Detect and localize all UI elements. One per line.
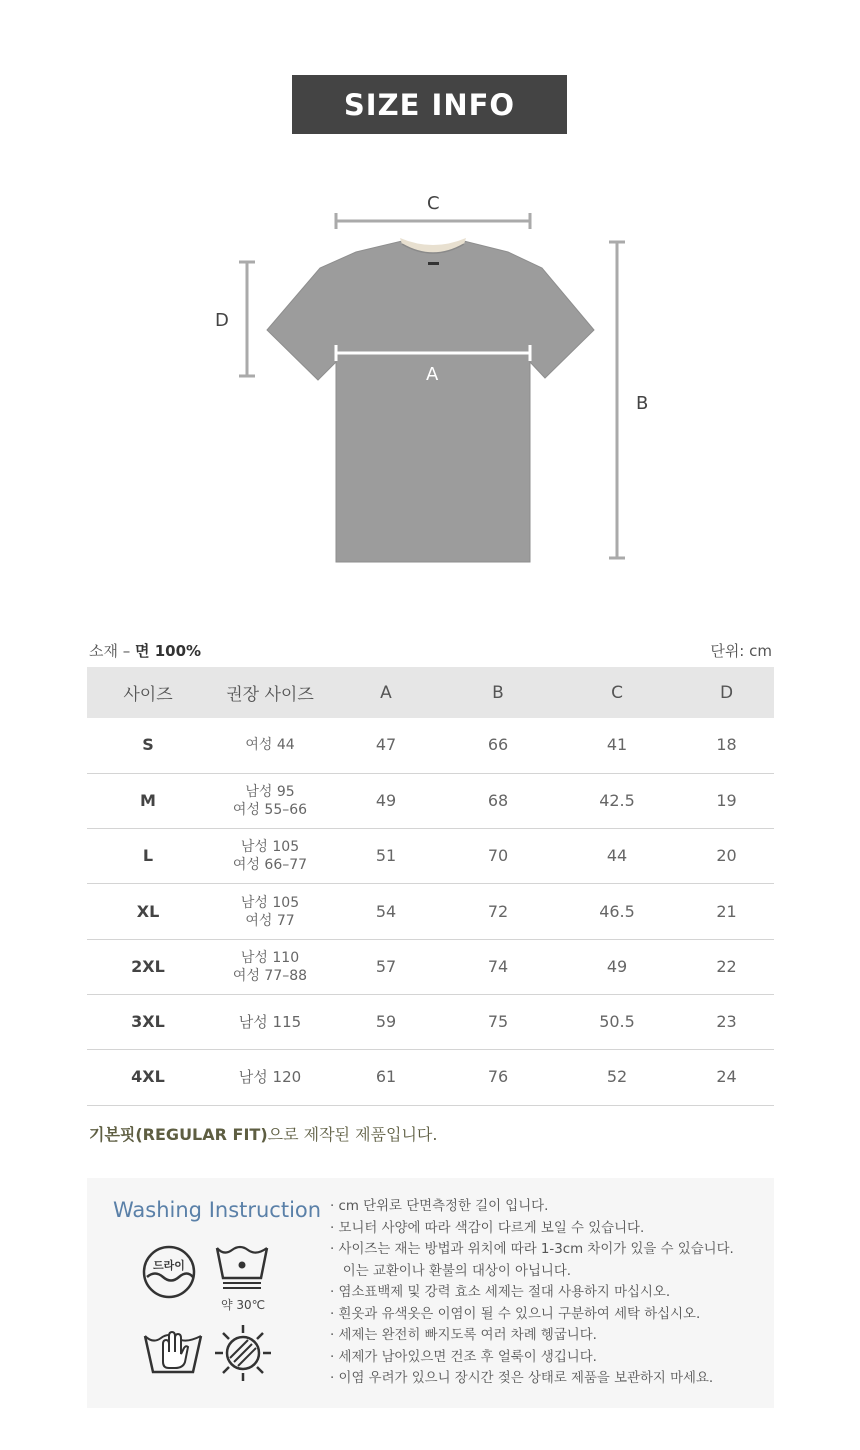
cell-b: 70	[441, 829, 555, 884]
table-header-row	[87, 667, 774, 718]
cell-b: 72	[441, 884, 555, 939]
list-item: · 이염 우려가 있으니 장시간 젖은 상태로 제품을 보관하지 마세요.	[330, 1371, 714, 1386]
label-c: C	[427, 193, 440, 214]
temp-label: 약 30℃	[221, 1298, 266, 1312]
cell-d: 18	[679, 718, 774, 773]
cell-size: 4XL	[87, 1050, 209, 1105]
unit-info: 단위: cm	[710, 642, 772, 660]
cell-d: 20	[679, 829, 774, 884]
cell-d: 21	[679, 884, 774, 939]
cell-c: 49	[555, 939, 679, 994]
washing-notes	[330, 1196, 770, 1390]
washing-title: Washing Instruction	[113, 1198, 322, 1222]
header-d: D	[679, 667, 774, 718]
cell-recommended: 남성 110 여성 77–88	[209, 939, 331, 994]
header-c: C	[555, 667, 679, 718]
cell-a: 59	[331, 994, 441, 1049]
cell-b: 75	[441, 994, 555, 1049]
table-row	[87, 994, 774, 1049]
cell-c: 41	[555, 718, 679, 773]
cell-b: 76	[441, 1050, 555, 1105]
cell-recommended: 남성 120	[209, 1050, 331, 1105]
cell-recommended: 여성 44	[209, 718, 331, 773]
list-item: · 세제는 완전히 빠지도록 여러 차례 헹굽니다.	[330, 1328, 597, 1343]
cell-b: 74	[441, 939, 555, 994]
cell-recommended: 남성 105 여성 66–77	[209, 829, 331, 884]
tshirt-illustration	[0, 0, 860, 600]
list-item: · 염소표백제 및 강력 효소 세제는 절대 사용하지 마십시오.	[330, 1285, 671, 1300]
cell-size: S	[87, 718, 209, 773]
label-b: B	[636, 393, 649, 414]
table-row	[87, 939, 774, 994]
wash-tub-icon	[214, 1244, 270, 1300]
list-item: · cm 단위로 단면측정한 길이 입니다.	[330, 1199, 549, 1214]
cell-d: 23	[679, 994, 774, 1049]
cell-size: L	[87, 829, 209, 884]
cell-a: 49	[331, 773, 441, 828]
cell-d: 22	[679, 939, 774, 994]
table-row	[87, 718, 774, 773]
cell-c: 50.5	[555, 994, 679, 1049]
table-row	[87, 884, 774, 939]
dry-clean-icon	[141, 1244, 199, 1304]
header-b: B	[441, 667, 555, 718]
cell-size: XL	[87, 884, 209, 939]
fit-note-rest: 으로 제작된 제품입니다.	[267, 1125, 438, 1144]
cell-c: 42.5	[555, 773, 679, 828]
cell-recommended: 남성 95 여성 55–66	[209, 773, 331, 828]
page-title: SIZE INFO	[292, 75, 567, 134]
list-item: 이는 교환이나 환불의 대상이 아닙니다.	[330, 1263, 572, 1279]
cell-c: 46.5	[555, 884, 679, 939]
cell-recommended: 남성 105 여성 77	[209, 884, 331, 939]
size-diagram	[0, 0, 860, 600]
cell-a: 47	[331, 718, 441, 773]
list-item: · 흰옷과 유색옷은 이염이 될 수 있으니 구분하여 세탁 하십시오.	[330, 1306, 701, 1322]
header-recommended: 권장 사이즈	[209, 667, 331, 718]
cell-size: M	[87, 773, 209, 828]
cell-a: 54	[331, 884, 441, 939]
list-item: · 사이즈는 재는 방법과 위치에 따라 1-3cm 차이가 있을 수 있습니다.	[330, 1242, 734, 1257]
table-row	[87, 773, 774, 828]
header-size: 사이즈	[87, 667, 209, 718]
cell-recommended: 남성 115	[209, 994, 331, 1049]
label-d: D	[215, 310, 229, 331]
material-prefix: 소재 –	[89, 642, 136, 660]
hand-wash-icon	[143, 1324, 203, 1380]
cell-size: 3XL	[87, 994, 209, 1049]
material-value: 면 100%	[135, 642, 202, 660]
list-item: · 모니터 사양에 따라 색감이 다르게 보일 수 있습니다.	[330, 1220, 645, 1236]
list-item: · 세제가 남아있으면 건조 후 얼룩이 생깁니다.	[330, 1349, 597, 1365]
cell-a: 61	[331, 1050, 441, 1105]
no-sun-dry-icon	[212, 1322, 274, 1388]
cell-b: 68	[441, 773, 555, 828]
table-row	[87, 1050, 774, 1105]
cell-d: 19	[679, 773, 774, 828]
table-row	[87, 829, 774, 884]
header-a: A	[331, 667, 441, 718]
cell-c: 52	[555, 1050, 679, 1105]
fit-note-bold: 기본핏(REGULAR FIT)	[89, 1125, 268, 1144]
cell-a: 57	[331, 939, 441, 994]
dry-label: 드라이	[153, 1259, 185, 1272]
cell-b: 66	[441, 718, 555, 773]
material-info	[89, 640, 201, 661]
cell-a: 51	[331, 829, 441, 884]
tshirt-shape	[267, 241, 594, 562]
size-table	[87, 667, 774, 1106]
cell-c: 44	[555, 829, 679, 884]
cell-size: 2XL	[87, 939, 209, 994]
label-a: A	[426, 364, 439, 385]
fit-note	[89, 1122, 437, 1145]
cell-d: 24	[679, 1050, 774, 1105]
